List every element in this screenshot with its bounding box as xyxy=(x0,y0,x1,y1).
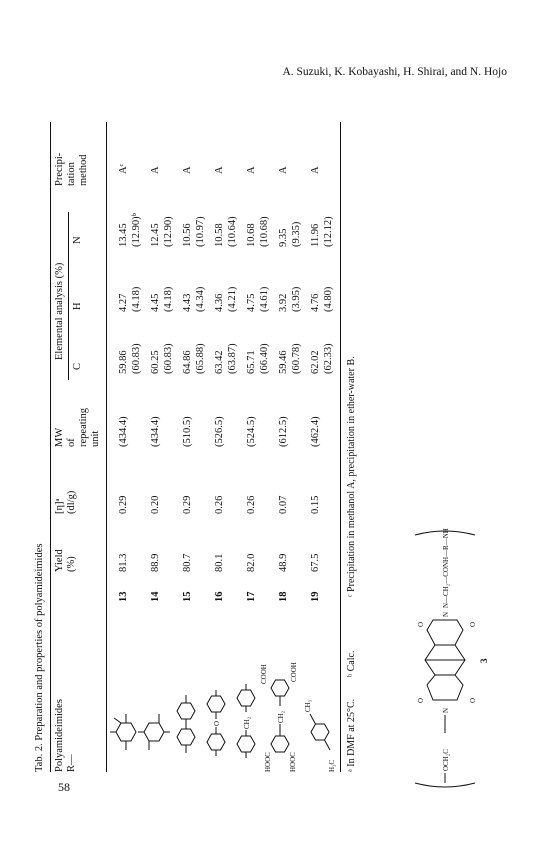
cell-method: A xyxy=(150,166,161,174)
cell-method: A xyxy=(310,166,321,174)
cell-yield: 80.1 xyxy=(214,553,225,572)
cell-n_calc: (10.68) xyxy=(259,216,270,247)
header-viscosity: [η]ᵃ (dl/g) xyxy=(54,490,77,514)
r-group-structures xyxy=(110,582,342,772)
cell-visc: 0.29 xyxy=(118,495,129,514)
cell-no: 16 xyxy=(214,591,225,602)
cell-no: 14 xyxy=(150,591,161,602)
cell-n: 9.35 xyxy=(278,228,289,247)
cell-yield: 80.7 xyxy=(182,553,193,572)
header-yield: Yield (%) xyxy=(54,549,77,572)
table-caption: Tab. 2. Preparation and properties of polyamideimides xyxy=(34,543,45,772)
svg-text:H₃C: H₃C xyxy=(328,759,336,772)
cell-n: 10.56 xyxy=(182,223,193,247)
cell-c: 59.86 xyxy=(118,350,129,374)
cell-visc: 0.29 xyxy=(182,495,193,514)
cell-h_calc: (3.95) xyxy=(291,286,302,312)
cell-h: 4.45 xyxy=(150,293,161,312)
polymer-structure-3 xyxy=(370,520,520,790)
struct-14 xyxy=(138,714,170,750)
table-bottom-rule xyxy=(340,122,341,772)
cell-method: A xyxy=(182,166,193,174)
page-number: 58 xyxy=(58,780,70,794)
header-elemental: Elemental analysis (%) xyxy=(54,262,65,360)
cell-mw: (434.4) xyxy=(118,416,129,447)
cell-method: A xyxy=(246,166,257,174)
cell-yield: 82.0 xyxy=(246,553,257,572)
running-title: A. Suzuki, K. Kobayashi, H. Shirai, and N. Hojo xyxy=(282,66,507,78)
svg-text:O: O xyxy=(417,621,425,627)
cell-visc: 0.07 xyxy=(278,495,289,514)
struct-19 xyxy=(304,699,336,772)
cell-h_calc: (4.18) xyxy=(163,286,174,312)
cell-c_calc: (60.83) xyxy=(163,343,174,374)
cell-c: 59.46 xyxy=(278,350,289,374)
svg-text:HOOC: HOOC xyxy=(264,752,272,772)
cell-n: 13.45 xyxy=(118,223,129,247)
cell-h: 4.36 xyxy=(214,293,225,312)
svg-text:HOOC: HOOC xyxy=(289,752,297,772)
footnote-a: ᵃ In DMF at 25°C. xyxy=(346,698,357,772)
cell-c_calc: (60.78) xyxy=(291,343,302,374)
svg-text:N: N xyxy=(442,611,450,617)
svg-text:CH₂: CH₂ xyxy=(277,710,285,723)
cell-c_calc: (60.83) xyxy=(131,343,142,374)
cell-n_calc: (12.90)ᵇ xyxy=(131,213,142,247)
cell-mw: (462.4) xyxy=(310,416,321,447)
header-mw: MW of repeating unit xyxy=(54,407,101,447)
svg-text:OCH₂C: OCH₂C xyxy=(442,749,450,771)
cell-n: 10.58 xyxy=(214,223,225,247)
cell-yield: 48.9 xyxy=(278,553,289,572)
cell-yield: 67.5 xyxy=(310,553,321,572)
cell-h_calc: (4.18) xyxy=(131,286,142,312)
svg-text:CH₃: CH₃ xyxy=(304,699,312,712)
cell-h_calc: (4.61) xyxy=(259,286,270,312)
struct-13 xyxy=(110,714,136,750)
cell-h: 4.76 xyxy=(310,293,321,312)
cell-method: A xyxy=(214,166,225,174)
cell-visc: 0.15 xyxy=(310,495,321,514)
cell-c_calc: (63.87) xyxy=(227,343,238,374)
cell-visc: 0.26 xyxy=(214,495,225,514)
cell-c: 65.71 xyxy=(246,350,257,374)
struct-16 xyxy=(207,690,225,756)
cell-mw: (526.5) xyxy=(214,416,225,447)
table-top-rule xyxy=(50,122,51,772)
cell-h: 4.27 xyxy=(118,293,129,312)
cell-yield: 81.3 xyxy=(118,553,129,572)
svg-text:O: O xyxy=(469,621,477,627)
cell-c: 60.25 xyxy=(150,350,161,374)
cell-h_calc: (4.80) xyxy=(323,286,334,312)
cell-n_calc: (10.97) xyxy=(195,216,206,247)
cell-no: 15 xyxy=(182,591,193,602)
cell-no: 19 xyxy=(310,591,321,602)
header-precip: Precipi- tation method xyxy=(54,152,89,186)
cell-method: Aᶜ xyxy=(118,163,129,174)
header-bottom-rule xyxy=(106,122,107,772)
cell-n_calc: (12.12) xyxy=(323,216,334,247)
header-c: C xyxy=(72,362,83,370)
svg-text:N: N xyxy=(442,707,450,713)
cell-visc: 0.26 xyxy=(246,495,257,514)
svg-text:CH₂: CH₂ xyxy=(243,716,251,729)
cell-n: 11.96 xyxy=(310,223,321,247)
struct-17 xyxy=(237,684,255,758)
svg-text:COOH: COOH xyxy=(260,664,268,684)
cell-n_calc: (10.64) xyxy=(227,216,238,247)
cell-no: 18 xyxy=(278,591,289,602)
cell-c_calc: (62.33) xyxy=(323,343,334,374)
cell-yield: 88.9 xyxy=(150,553,161,572)
cell-method: A xyxy=(278,166,289,174)
cell-n: 10.68 xyxy=(246,223,257,247)
svg-text:3: 3 xyxy=(479,658,489,663)
cell-h_calc: (4.34) xyxy=(195,286,206,312)
cell-mw: (612.5) xyxy=(278,416,289,447)
cell-h: 4.43 xyxy=(182,293,193,312)
cell-h_calc: (4.21) xyxy=(227,286,238,312)
struct-18 xyxy=(260,662,298,772)
svg-text:O: O xyxy=(417,697,425,703)
cell-h: 4.75 xyxy=(246,293,257,312)
svg-text:COOH: COOH xyxy=(290,662,298,682)
cell-no: 13 xyxy=(118,591,129,602)
cell-mw: (434.4) xyxy=(150,416,161,447)
cell-c_calc: (66.40) xyxy=(259,343,270,374)
cell-h: 3.92 xyxy=(278,293,289,312)
header-r-group: Polyamideimides R— xyxy=(54,699,77,772)
cell-n_calc: (12.90) xyxy=(163,216,174,247)
elemental-rule xyxy=(68,212,69,380)
cell-n: 12.45 xyxy=(150,223,161,247)
rotated-table xyxy=(34,92,364,772)
header-h: H xyxy=(72,302,83,310)
cell-c: 62.02 xyxy=(310,350,321,374)
cell-visc: 0.20 xyxy=(150,495,161,514)
svg-text:N—CH₂—CONH—R—NH: N—CH₂—CONH—R—NH xyxy=(442,528,450,608)
struct-15 xyxy=(177,695,195,753)
footnote-b: ᵇ Calc. xyxy=(346,650,357,677)
cell-mw: (510.5) xyxy=(182,416,193,447)
cell-c_calc: (65.88) xyxy=(195,343,206,374)
cell-n_calc: (9.35) xyxy=(291,221,302,247)
header-n: N xyxy=(72,236,83,244)
cell-c: 63.42 xyxy=(214,350,225,374)
svg-text:O: O xyxy=(469,697,477,703)
cell-c: 64.86 xyxy=(182,350,193,374)
cell-no: 17 xyxy=(246,591,257,602)
svg-text:O: O xyxy=(213,720,221,726)
footnote-c: ᶜ Precipitation in methanol A, precipitation in ether-water B. xyxy=(346,356,357,597)
cell-mw: (524.5) xyxy=(246,416,257,447)
